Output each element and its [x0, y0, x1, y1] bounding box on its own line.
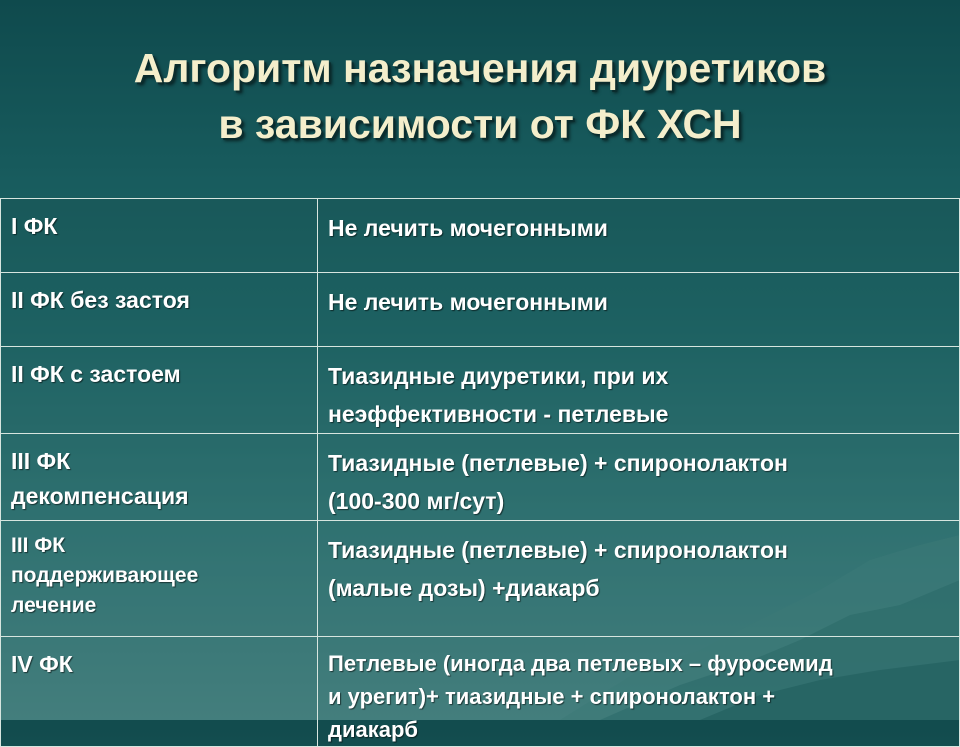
table-row: [1, 347, 960, 434]
therapy-line: (100-300 мг/сут): [328, 488, 505, 514]
table-row: [1, 434, 960, 521]
therapy-cell: Не лечить мочегонными: [318, 199, 960, 273]
therapy-line: и урегит)+ тиазидные + спиронолактон +: [328, 684, 776, 709]
therapy-cell: [318, 637, 960, 747]
stage-line: поддерживающее: [11, 564, 199, 587]
stage-line: III ФК: [11, 534, 66, 557]
table-row: [1, 637, 960, 747]
table-row: [1, 199, 960, 273]
therapy-line: диакарб: [328, 717, 418, 742]
table-row: [1, 521, 960, 637]
stage-cell: IV ФК: [1, 637, 318, 747]
therapy-cell: [318, 347, 960, 434]
therapy-cell: Не лечить мочегонными: [318, 273, 960, 347]
diuretics-table: [0, 198, 960, 747]
therapy-line: Тиазидные (петлевые) + спиронолактон: [328, 450, 788, 476]
stage-line: лечение: [11, 594, 97, 617]
therapy-cell: [318, 434, 960, 521]
stage-cell: II ФК без застоя: [1, 273, 318, 347]
therapy-cell: [318, 521, 960, 637]
therapy-line: Тиазидные диуретики, при их: [328, 363, 669, 389]
slide-title-line-1: Алгоритм назначения диуретиков: [133, 45, 827, 91]
therapy-line: (малые дозы) +диакарб: [328, 575, 600, 601]
stage-cell: [1, 434, 318, 521]
slide-title: [0, 40, 960, 152]
stage-line: III ФК: [11, 448, 71, 474]
stage-cell: [1, 521, 318, 637]
stage-line: декомпенсация: [11, 483, 189, 509]
table-row: [1, 273, 960, 347]
therapy-line: Тиазидные (петлевые) + спиронолактон: [328, 537, 788, 563]
therapy-line: неэффективности - петлевые: [328, 401, 669, 427]
stage-cell: II ФК с застоем: [1, 347, 318, 434]
therapy-line: Петлевые (иногда два петлевых – фуросемид: [328, 651, 833, 676]
stage-cell: I ФК: [1, 199, 318, 273]
slide-title-line-2: в зависимости от ФК ХСН: [218, 101, 742, 147]
